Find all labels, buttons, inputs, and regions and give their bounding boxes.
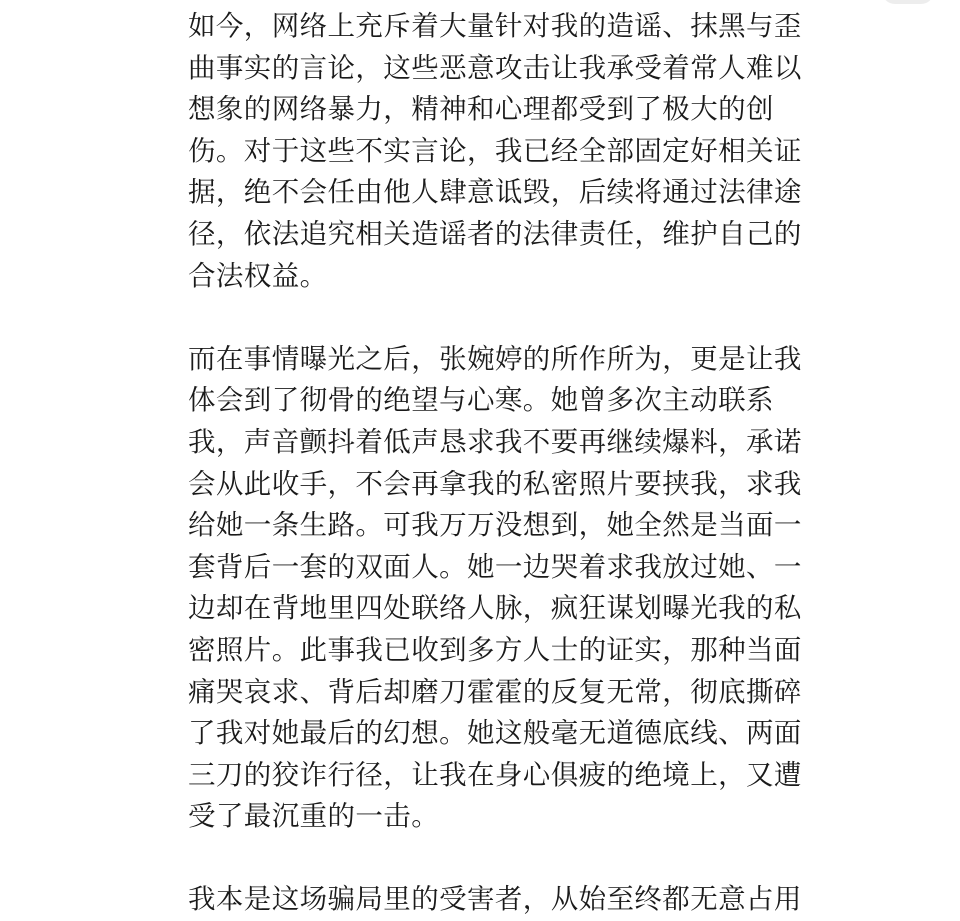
text-line: 给她一条生路。可我万万没想到，她全然是当面一 — [188, 509, 802, 542]
text-line: 了我对她最后的幻想。她这般毫无道德底线、两面 — [188, 717, 802, 750]
text-line: 体会到了彻骨的绝望与心寒。她曾多次主动联系 — [188, 384, 774, 417]
text-line: 伤。对于这些不实言论，我已经全部固定好相关证 — [188, 134, 802, 167]
text-line: 密照片。此事我已收到多方人士的证实，那种当面 — [188, 633, 802, 666]
paragraph-3 — [188, 879, 802, 921]
text-line: 我本是这场骗局里的受害者，从始至终都无意占用 — [188, 883, 802, 916]
article-body — [188, 6, 802, 921]
text-line: 曲事实的言论，这些恶意攻击让我承受着常人难以 — [188, 51, 802, 84]
text-line: 三刀的狡诈行径，让我在身心俱疲的绝境上，又遭 — [188, 758, 802, 791]
text-line: 受了最沉重的一击。 — [188, 800, 440, 833]
text-line: 而在事情曝光之后，张婉婷的所作所为，更是让我 — [188, 342, 802, 375]
text-line: 我，声音颤抖着低声恳求我不要再继续爆料，承诺 — [188, 425, 802, 458]
paragraph-1 — [188, 6, 802, 297]
text-line: 径，依法追究相关造谣者的法律责任，维护自己的 — [188, 217, 802, 250]
text-line: 合法权益。 — [188, 259, 328, 292]
text-line: 会从此收手，不会再拿我的私密照片要挟我，求我 — [188, 467, 802, 500]
text-line: 如今，网络上充斥着大量针对我的造谣、抹黑与歪 — [188, 10, 802, 42]
text-line: 套背后一套的双面人。她一边哭着求我放过她、一 — [188, 550, 802, 583]
text-line: 边却在背地里四处联络人脉，疯狂谋划曝光我的私 — [188, 592, 802, 625]
text-line: 据，绝不会任由他人肆意诋毁，后续将通过法律途 — [188, 176, 802, 209]
paragraph-2 — [188, 339, 802, 838]
top-corner-button — [882, 0, 934, 4]
text-line: 痛哭哀求、背后却磨刀霍霍的反复无常，彻底撕碎 — [188, 675, 802, 708]
text-line: 想象的网络暴力，精神和心理都受到了极大的创 — [188, 93, 774, 126]
